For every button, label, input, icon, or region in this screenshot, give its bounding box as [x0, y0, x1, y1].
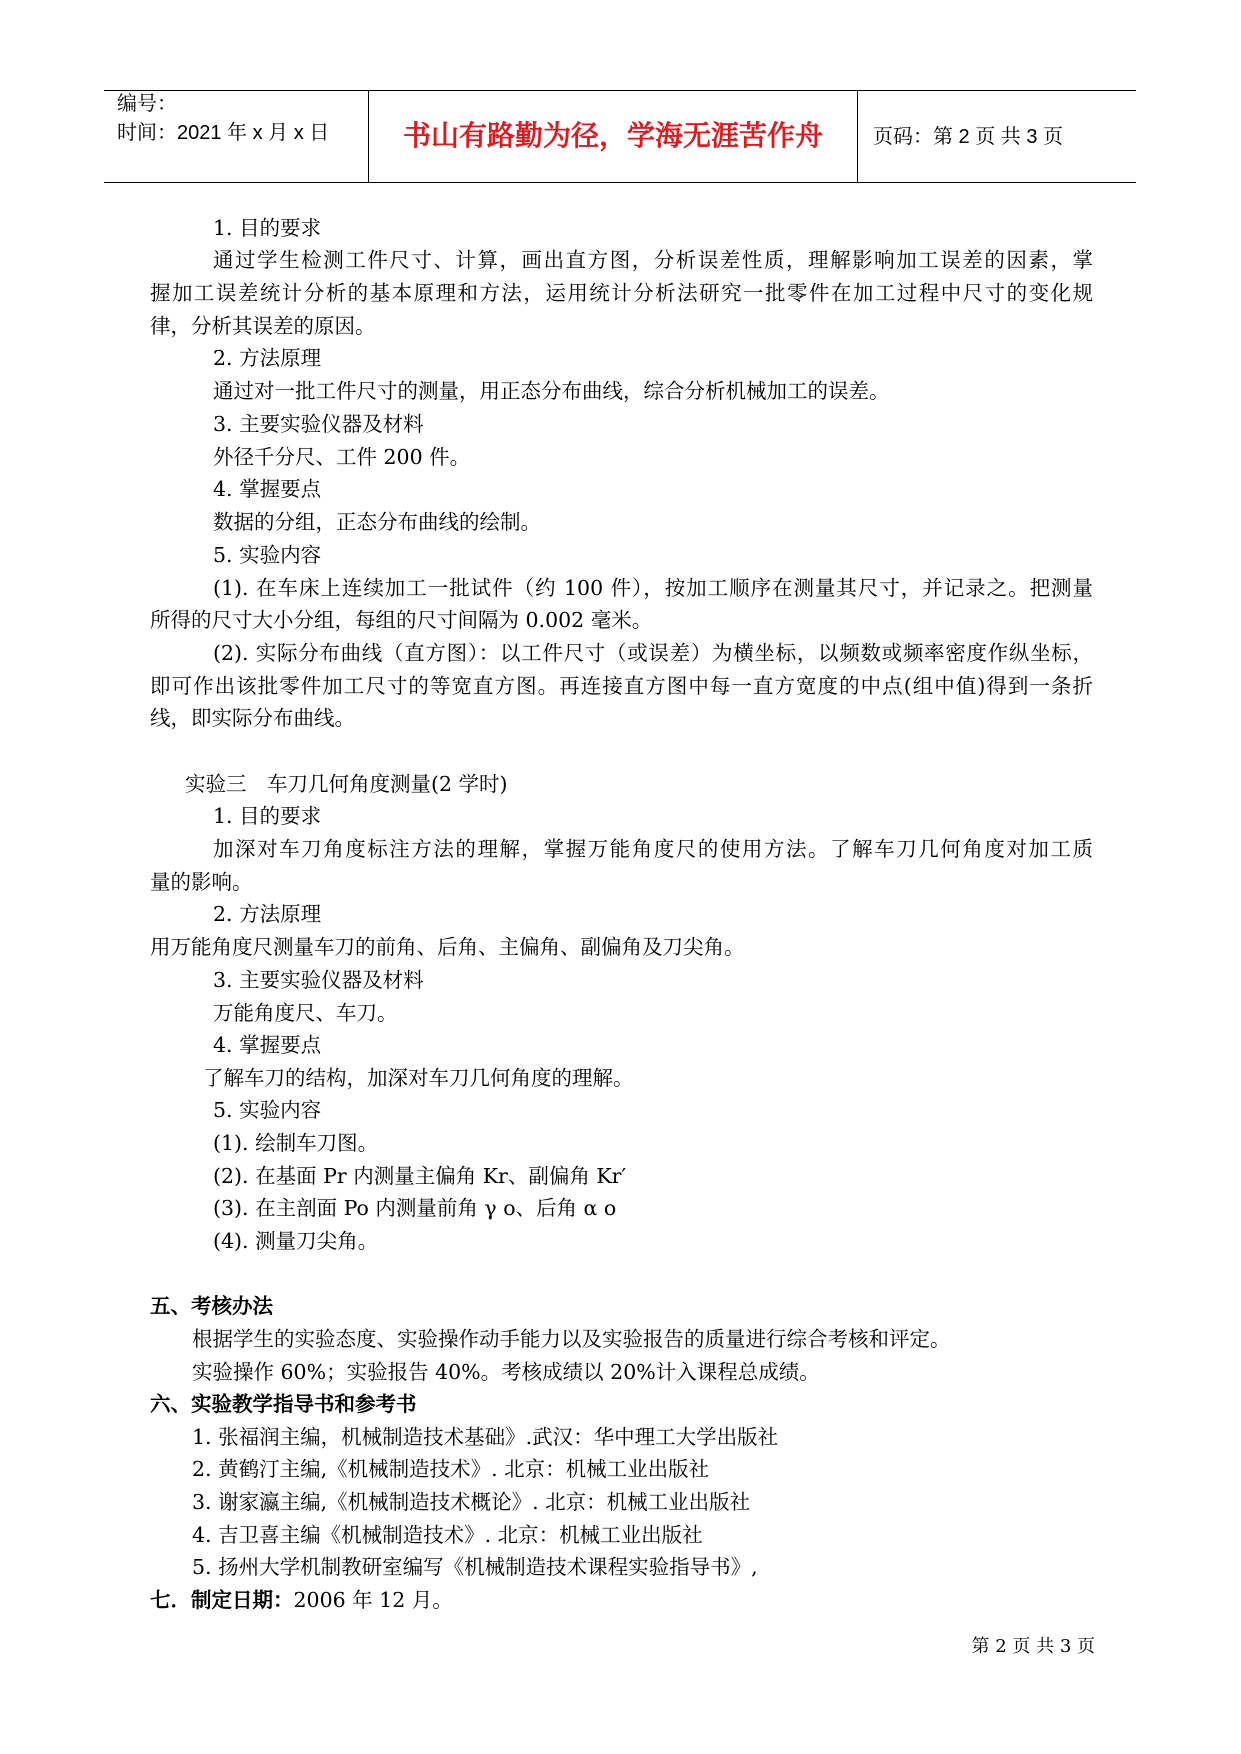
- exp3-content-item: (2). 在基面 Pr 内测量主偏角 Kr、副偏角 Kr′: [213, 1164, 627, 1188]
- exp3-method-heading: 2. 方法原理: [213, 902, 322, 926]
- established-date: [150, 1586, 453, 1614]
- header-motto: 书山有路勤为径，学海无涯苦作舟: [402, 119, 823, 152]
- assessment-heading: 五、考核办法: [150, 1294, 273, 1318]
- exp2-key-points-text: 数据的分组，正态分布曲线的绘制。: [213, 510, 541, 534]
- exp3-method-text: 用万能角度尺测量车刀的前角、后角、主偏角、副偏角及刀尖角。: [150, 935, 745, 959]
- exp2-content-item-line: (1). 在车床上连续加工一批试件（约 100 件），按加工顺序在测量其尺寸，并记录之。把测量: [213, 576, 1093, 600]
- exp2-key-points-heading: 4. 掌握要点: [213, 477, 322, 501]
- document-time-label: 时间：2021 年 x 月 x 日: [117, 122, 330, 144]
- exp3-content-item: (4). 测量刀尖角。: [213, 1229, 379, 1253]
- exp2-equipment-heading: 3. 主要实验仪器及材料: [213, 412, 424, 436]
- assessment-line: 实验操作 60%；实验报告 40%。考核成绩以 20%计入课程总成绩。: [192, 1360, 820, 1384]
- reference-item: 1. 张福润主编，机械制造技术基础》.武汉：华中理工大学出版社: [192, 1425, 779, 1449]
- header-bottom-rule: [104, 182, 1136, 183]
- exp3-key-points-text: 了解车刀的结构，加深对车刀几何角度的理解。: [203, 1066, 634, 1090]
- exp2-goal-line: 律，分析其误差的原因。: [150, 314, 376, 338]
- exp2-method-text: 通过对一批工件尺寸的测量，用正态分布曲线，综合分析机械加工的误差。: [213, 379, 890, 403]
- exp3-content-item: (1). 绘制车刀图。: [213, 1131, 379, 1155]
- exp3-goal-line: 加深对车刀角度标注方法的理解，掌握万能角度尺的使用方法。了解车刀几何角度对加工质: [213, 837, 1093, 861]
- exp3-goal-heading: 1. 目的要求: [213, 804, 322, 828]
- exp2-goal-heading: 1. 目的要求: [213, 216, 322, 240]
- exp3-equipment-heading: 3. 主要实验仪器及材料: [213, 968, 424, 992]
- exp3-content-item: (3). 在主剖面 Po 内测量前角 γ o、后角 α o: [213, 1196, 617, 1220]
- references-heading: 六、实验教学指导书和参考书: [150, 1392, 417, 1416]
- exp3-goal-line: 量的影响。: [150, 870, 253, 894]
- header-page-code: 页码：第 2 页 共 3 页: [873, 126, 1064, 148]
- assessment-line: 根据学生的实验态度、实验操作动手能力以及实验报告的质量进行综合考核和评定。: [192, 1327, 951, 1351]
- exp2-goal-line: 握加工误差统计分析的基本原理和方法，运用统计分析法研究一批零件在加工过程中尺寸的变化规: [150, 281, 1093, 305]
- exp2-equipment-text: 外径千分尺、工件 200 件。: [213, 445, 471, 469]
- document-number-label: 编号：: [117, 93, 177, 115]
- established-date-value: 2006 年 12 月。: [293, 1588, 453, 1612]
- footer-page-number: 第 2 页 共 3 页: [971, 1636, 1095, 1657]
- reference-item: 3. 谢家瀛主编,《机械制造技术概论》. 北京：机械工业出版社: [192, 1490, 751, 1514]
- reference-item: 4. 吉卫喜主编《机械制造技术》. 北京：机械工业出版社: [192, 1523, 703, 1547]
- exp2-content-item-line: 所得的尺寸大小分组，每组的尺寸间隔为 0.002 毫米。: [150, 608, 653, 632]
- exp3-key-points-heading: 4. 掌握要点: [213, 1033, 322, 1057]
- reference-item: 2. 黄鹤汀主编,《机械制造技术》. 北京：机械工业出版社: [192, 1457, 710, 1481]
- exp3-title: 实验三 车刀几何角度测量(2 学时): [185, 772, 508, 796]
- reference-item: 5. 扬州大学机制教研室编写《机械制造技术课程实验指导书》,: [192, 1555, 758, 1579]
- exp3-equipment-text: 万能角度尺、车刀。: [213, 1001, 398, 1025]
- exp2-content-item-line: (2). 实际分布曲线（直方图）：以工件尺寸（或误差）为横坐标，以频数或频率密度作纵坐标，: [213, 641, 1093, 665]
- exp2-content-item-line: 线，即实际分布曲线。: [150, 706, 355, 730]
- exp3-content-heading: 5. 实验内容: [213, 1098, 322, 1122]
- exp2-goal-line: 通过学生检测工件尺寸、计算，画出直方图，分析误差性质，理解影响加工误差的因素，掌: [213, 248, 1093, 272]
- header-top-rule: [104, 90, 1136, 91]
- exp2-content-heading: 5. 实验内容: [213, 543, 322, 567]
- exp2-content-item-line: 即可作出该批零件加工尺寸的等宽直方图。再连接直方图中每一直方宽度的中点(组中值)得到一条折: [150, 674, 1093, 698]
- exp2-method-heading: 2. 方法原理: [213, 346, 322, 370]
- header-divider-right: [857, 90, 858, 182]
- established-date-label: 七．制定日期：: [150, 1588, 294, 1612]
